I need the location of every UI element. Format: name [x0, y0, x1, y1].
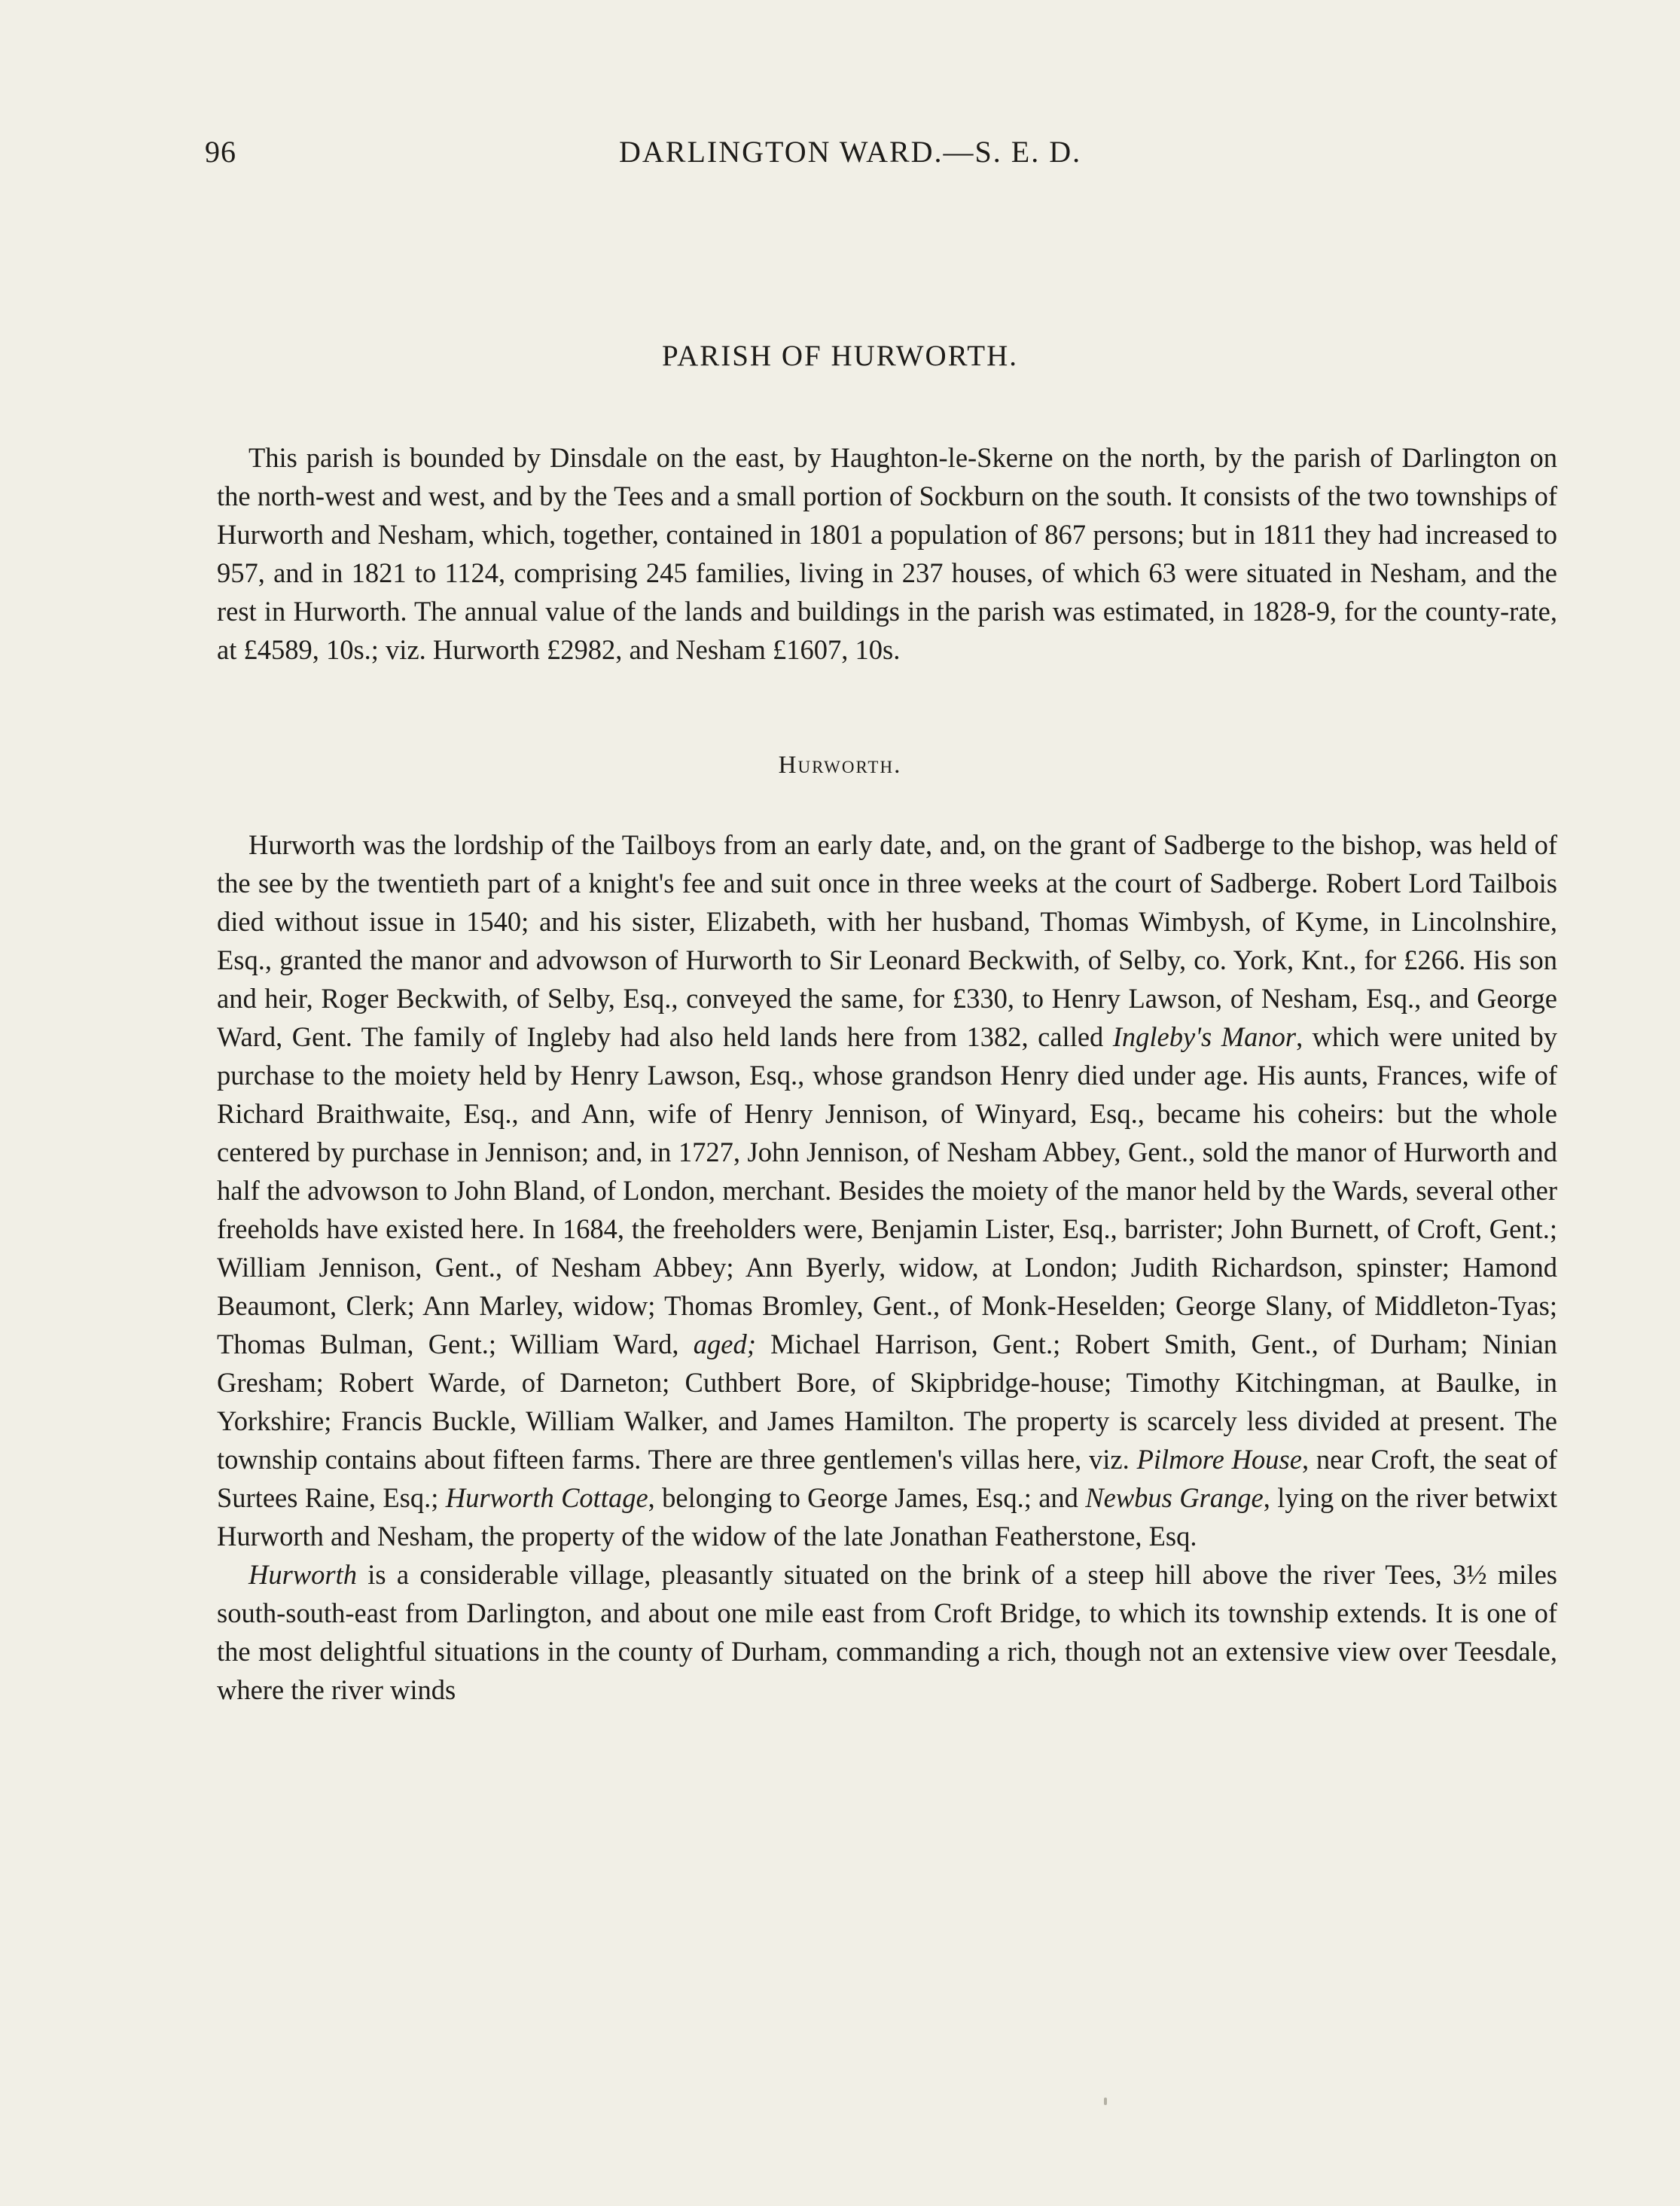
italic-text: aged;	[693, 1329, 756, 1359]
text-run: , near Croft, the seat of Surtees Raine, Esq.;	[217, 1444, 1557, 1513]
text-run: , belonging to George James, Esq.; and	[648, 1482, 1086, 1513]
italic-text: Ingleby's Manor	[1112, 1021, 1297, 1052]
page-number: 96	[205, 135, 236, 169]
text-run: Hurworth was the lordship of the Tailboys from an early date, and, on the grant of Sadberge to the bishop, was held of the see by the twentieth part of a knight's fee and suit once in three weeks at the court of Sadberge. Robert Lord Tailbois died without issue in 1540; and his sister, Elizabeth, with her husband, Thomas Wimbysh, of Kyme, in Lincolnshire, Esq., granted the manor and advowson of Hurworth to Sir Leonard Beckwith, of Selby, co. York, Knt., for £266. His son and heir, Roger Beckwith, of Selby, Esq., conveyed the same, for £330, to Henry Lawson, of Nesham, Esq., and George Ward, Gent. The family of Ingleby had also held lands here from 1382, called	[217, 829, 1557, 1052]
intro-text	[217, 438, 1557, 669]
italic-text: Pilmore House	[1136, 1444, 1302, 1475]
italic-text: Newbus Grange	[1085, 1482, 1264, 1513]
hurworth-text	[217, 825, 1557, 1709]
italic-text: Hurworth	[248, 1559, 358, 1590]
text-run: , lying on the river betwixt Hurworth and Nesham, the property of the widow of the late Jonathan Featherstone, Esq.	[217, 1482, 1558, 1552]
text-run: is a considerable village, pleasantly situated on the brink of a steep hill above the river Tees, 3½ miles south-south-east from Darlington, and about one mile east from Croft Bridge, to which its township extends. It is one of the most delightful situations in the county of Durham, commanding a rich, though not an extensive view over Teesdale, where the river winds	[217, 1559, 1557, 1705]
italic-text: Hurworth Cottage	[445, 1482, 648, 1513]
section-title: PARISH OF HURWORTH.	[661, 340, 1019, 372]
paragraph-lordship	[217, 825, 1557, 1555]
text-run: Michael Harrison, Gent.; Robert Smith, Gent., of Durham; Ninian Gresham; Robert Warde, of Darneton; Cuthbert Bore, of Skipbridge-house; Timothy Kitchingman, at Baulke, in Yorkshire; Francis Buckle, William Walker, and James Hamilton. The property is scarcely less divided at present. The township contains about fifteen farms. There are three gentlemen's villas here, viz.	[217, 1329, 1557, 1475]
text-run: , which were united by purchase to the moiety held by Henry Lawson, Esq., whose grandson Henry died under age. His aunts, Frances, wife of Richard Braithwaite, Esq., and Ann, wife of Henry Jennison, of Winyard, Esq., became his coheirs: but the whole centered by purchase in Jennison; and, in 1727, John Jennison, of Nesham Abbey, Gent., sold the manor of Hurworth and half the advowson to John Bland, of London, merchant. Besides the moiety of the manor held by the Wards, several other freeholds have existed here. In 1684, the freeholders were, Benjamin Lister, Esq., barrister; John Burnett, of Croft, Gent.; William Jennison, Gent., of Nesham Abbey; Ann Byerly, widow, at London; Judith Richardson, spinster; Hamond Beaumont, Clerk; Ann Marley, widow; Thomas Bromley, Gent., of Monk-Heselden; George Slany, of Middleton-Tyas; Thomas Bulman, Gent.; William Ward,	[217, 1021, 1557, 1359]
running-title: DARLINGTON WARD.—S. E. D.	[619, 135, 1082, 169]
ink-speck	[1104, 2098, 1107, 2105]
paragraph-village	[217, 1555, 1557, 1709]
running-head	[203, 134, 1566, 187]
subsection-title: Hurworth.	[778, 752, 902, 779]
intro-paragraph: This parish is bounded by Dinsdale on the east, by Haughton-le-Skerne on the north, by the parish of Darlington on the north-west and west, and by the Tees and a small portion of Sockburn on the south. It consists of the two townships of Hurworth and Nesham, which, together, contained in 1801 a population of 867 persons; but in 1811 they had increased to 957, and in 1821 to 1124, comprising 245 families, living in 237 houses, of which 63 were situated in Nesham, and the rest in Hurworth. The annual value of the lands and buildings in the parish was estimated, in 1828-9, for the county-rate, at £4589, 10s.; viz. Hurworth £2982, and Nesham £1607, 10s.	[217, 442, 1557, 665]
